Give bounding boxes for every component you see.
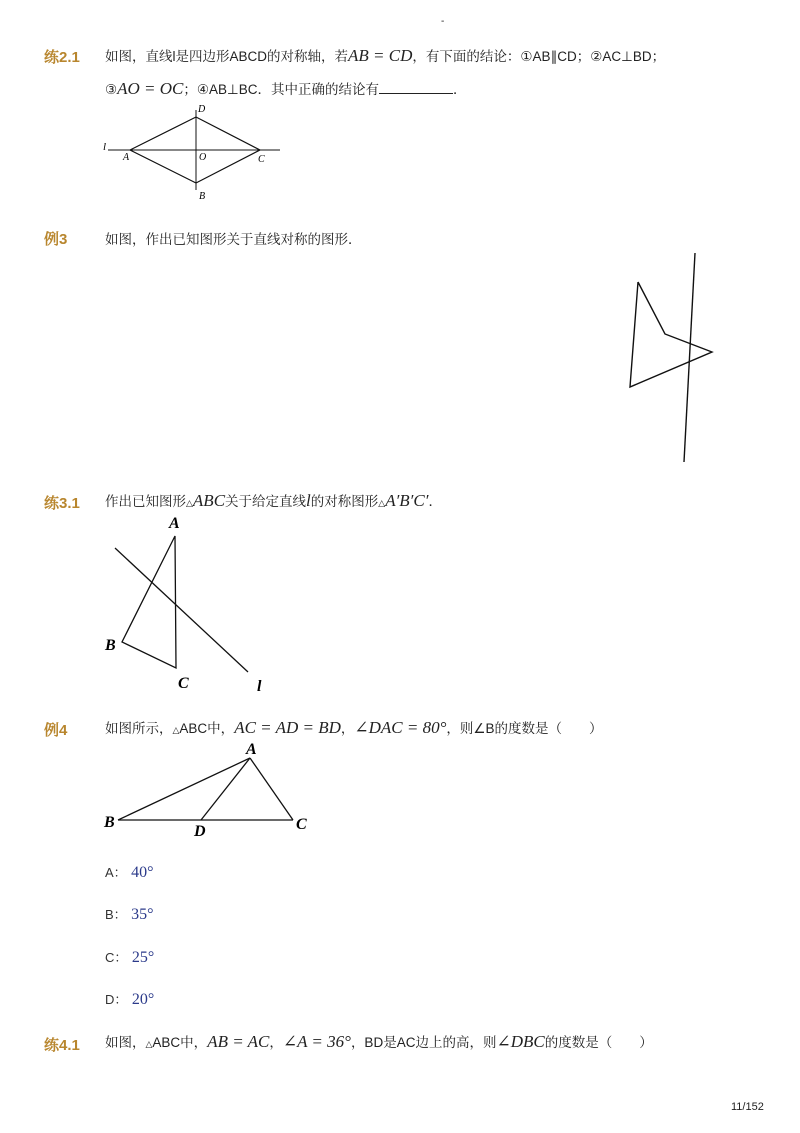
math-angle-dbc: ∠DBC — [496, 1032, 545, 1051]
exercise-4-1-label: 练4.1 — [44, 1037, 80, 1054]
option-c[interactable] — [105, 947, 154, 967]
math-angle-dac: ∠DAC = 80° — [354, 718, 447, 737]
math-a-b-c-prime: A′B′C′ — [385, 491, 429, 510]
line-l — [115, 548, 248, 672]
triangle-symbol: △ — [186, 498, 193, 508]
figure-triangle-abc — [100, 738, 320, 840]
exercise-3-1-text-a: 作出已知图形 — [105, 494, 186, 509]
example-4-text-b: ABC中， — [179, 721, 235, 736]
option-b-letter: B： — [105, 907, 127, 922]
exercise-2-1-text-c: ③ — [105, 82, 118, 97]
option-b-value: 35° — [131, 906, 154, 923]
option-a-letter: A： — [105, 865, 127, 880]
math-l: l — [306, 491, 311, 510]
segment-ab — [118, 758, 250, 820]
point-label-a: A — [123, 152, 130, 163]
exercise-2-1-text-e: ． — [452, 82, 467, 97]
option-a-value: 40° — [131, 864, 154, 881]
option-c-letter: C： — [105, 950, 128, 965]
exercise-2-1-label: 练2.1 — [44, 49, 80, 66]
math-abc: ABC — [192, 491, 226, 510]
point-label-c: C — [178, 675, 189, 692]
exercise-2-1-text-b: ，有下面的结论：①AB∥CD；②AC⊥BD； — [412, 49, 666, 64]
exercise-4-1-text-d: 的度数是（ ） — [544, 1035, 653, 1050]
example-3-text: 如图，作出已知图形关于直线对称的图形． — [105, 232, 362, 247]
page-number: 11/152 — [731, 1101, 764, 1113]
exercise-3-1-text-d: ． — [428, 494, 442, 509]
triangle-symbol: △ — [378, 498, 386, 508]
point-label-c: C — [296, 816, 307, 833]
point-label-o: O — [199, 152, 207, 163]
answer-blank[interactable] — [379, 80, 453, 94]
top-mark: - — [441, 16, 445, 27]
example-4-text — [105, 717, 603, 738]
exercise-3-1-text — [105, 490, 442, 511]
figure-polygon-with-axis — [620, 248, 720, 468]
figure-rhombus-diagram — [100, 100, 290, 205]
point-label-a: A — [246, 741, 257, 758]
math-ab-eq-ac: AB = AC — [207, 1032, 270, 1051]
point-label-b: B — [105, 637, 116, 654]
triangle-abc — [122, 536, 176, 668]
exercise-2-1-text-d: ；④AB⊥BC．其中正确的结论有 — [183, 82, 379, 97]
exercise-4-1-sep: ， — [269, 1035, 283, 1050]
example-4-text-c: ，则∠B的度数是（ ） — [446, 721, 603, 736]
option-d-letter: D： — [105, 992, 128, 1007]
point-label-d: D — [194, 823, 206, 840]
math-ab-eq-cd: AB = CD — [348, 46, 413, 65]
option-b[interactable] — [105, 904, 154, 924]
segment-ad — [201, 758, 250, 820]
math-ac-ad-bd: AC = AD = BD — [234, 718, 341, 737]
example-4-text-a: 如图所示， — [105, 721, 173, 736]
example-4-sep: ， — [340, 721, 355, 736]
point-label-b: B — [104, 814, 115, 831]
exercise-3-1-text-c: 的对称图形 — [310, 494, 379, 509]
symmetry-axis — [684, 253, 695, 462]
math-angle-a: ∠A = 36° — [282, 1032, 351, 1051]
exercise-2-1-line2 — [105, 78, 466, 99]
triangle-symbol: △ — [172, 725, 180, 735]
exercise-2-1-text-a: 如图，直线l是四边形ABCD的对称轴，若 — [105, 49, 349, 64]
option-a[interactable] — [105, 862, 154, 882]
exercise-4-1-text-c: ，BD是AC边上的高，则 — [350, 1035, 497, 1050]
point-label-b: B — [199, 191, 206, 202]
option-d-value: 20° — [131, 991, 155, 1008]
math-ao-eq-oc: AO = OC — [117, 79, 184, 98]
point-label-a: A — [169, 515, 180, 532]
point-label-l: l — [103, 141, 107, 153]
triangle-symbol: △ — [145, 1039, 153, 1049]
exercise-4-1-text-b: ABC中， — [152, 1035, 208, 1050]
exercise-2-1-line1 — [105, 45, 665, 66]
option-c-value: 25° — [131, 949, 155, 966]
figure-triangle-reflection — [100, 510, 280, 700]
exercise-3-1-text-b: 关于给定直线 — [225, 494, 307, 509]
given-polygon — [630, 282, 712, 387]
exercise-3-1-label: 练3.1 — [44, 495, 80, 512]
point-label-d: D — [198, 104, 206, 115]
point-label-c: C — [258, 154, 265, 165]
example-3-label: 例3 — [44, 231, 68, 248]
example-4-label: 例4 — [44, 722, 68, 739]
point-label-l: l — [257, 678, 262, 695]
option-d[interactable] — [105, 989, 154, 1009]
segment-ac — [250, 758, 293, 820]
exercise-4-1-text — [105, 1031, 653, 1052]
exercise-4-1-text-a: 如图， — [105, 1035, 146, 1050]
